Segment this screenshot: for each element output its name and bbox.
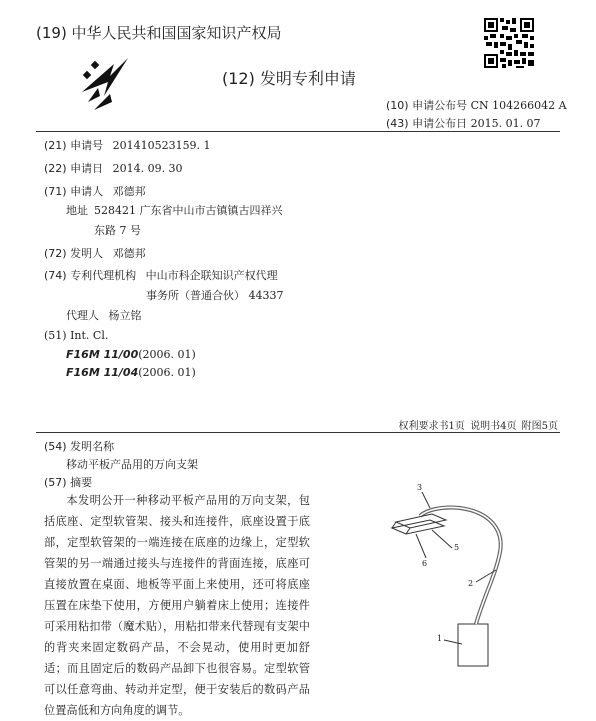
publication-number-value: CN 104266042 A (470, 99, 567, 112)
application-number-label: (21) 申请号 (44, 139, 104, 152)
applicant-value: 邓德邦 (112, 185, 146, 198)
publication-date-value: 2015. 01. 07 (470, 117, 541, 130)
document-type: (12) 发明专利申请 (222, 69, 356, 88)
figure-label-5: 5 (454, 543, 460, 552)
figure-label-1: 1 (437, 634, 443, 643)
ipc-code-2: F16M 11/04 (66, 366, 139, 379)
invention-title: 移动平板产品用的万向支架 (66, 458, 198, 471)
leader-line-5 (432, 530, 452, 548)
application-number (44, 137, 211, 153)
application-date-label: (22) 申请日 (44, 162, 104, 175)
patent-agency-label: (74) 专利代理机构 (44, 269, 137, 282)
agent-label: 代理人 (66, 309, 99, 322)
agent (66, 307, 142, 323)
address-line-2: 东路 7 号 (94, 224, 141, 237)
qr-code-icon (484, 18, 534, 68)
ipc-entry-1 (66, 348, 196, 361)
applicant (44, 183, 146, 199)
publication-date-label: (43) 申请公布日 (386, 117, 468, 130)
ipc-classification-label: (51) Int. Cl. (44, 329, 109, 342)
applicant-label: (71) 申请人 (44, 185, 104, 198)
title-label: (54) 发明名称 (44, 440, 115, 453)
inventor-label: (72) 发明人 (44, 247, 104, 260)
inventor-value: 邓德邦 (112, 247, 146, 260)
gooseneck-hose (420, 507, 501, 624)
ipc-version-2: (2006. 01) (138, 366, 196, 379)
abstract-drawing (372, 478, 562, 674)
figure-label-3: 3 (417, 483, 423, 492)
leader-line-3 (422, 492, 430, 508)
agent-value: 杨立铭 (108, 309, 142, 322)
leader-line-6 (416, 534, 426, 558)
publication-number-label: (10) 申请公布号 (386, 99, 468, 112)
leader-line-1 (444, 640, 462, 644)
application-number-value: 201410523159. 1 (112, 139, 211, 152)
application-date (44, 160, 183, 176)
address-label: 地址 (66, 204, 88, 217)
ipc-version-1: (2006. 01) (138, 348, 196, 361)
ipc-code-1: F16M 11/00 (66, 348, 139, 361)
bib-divider (36, 432, 560, 433)
publication-date (386, 115, 541, 131)
page-count-summary: 权利要求书1页 说明书4页 附图5页 (398, 421, 558, 432)
inventor (44, 245, 146, 261)
address-line-1: 528421 广东省中山市古镇镇古四祥兴 (94, 204, 283, 217)
ipc-entry-2 (66, 366, 196, 379)
patent-agency (44, 267, 278, 283)
office-name: (19) 中华人民共和国国家知识产权局 (36, 24, 282, 42)
office-emblem-icon (74, 44, 134, 114)
abstract-label: (57) 摘要 (44, 476, 93, 489)
figure-label-6: 6 (422, 559, 428, 568)
publication-number (386, 97, 567, 113)
header-divider (36, 131, 560, 132)
base-block (458, 624, 488, 666)
abstract-text (44, 490, 310, 721)
patent-agency-line-1: 中山市科企联知识产权代理 (145, 269, 278, 282)
application-date-value: 2014. 09. 30 (112, 162, 183, 175)
patent-agency-line-2: 事务所（普通合伙） 44337 (146, 289, 284, 302)
abstract-paragraph: 本发明公开一种移动平板产品用的万向支架，包括底座、定型软管架、接头和连接件，底座设置于底部，定型软管架的一端连接在底座的边缘上，定型软管架的另一端通过接头与连接件的背面连接，底座可直接放置在桌面、地板等平面上来使用，还可将底座压置在床垫下使用，方便用户躺着床上使用；连接件可采用粘扣带（魔术贴），用粘扣带来代替现有支架中的背夹来固定数码产品，不会晃动，使用时更加舒适；而且固定后的数码产品卸下也很容易。定型软管可以任意弯曲、转动并定型，便于安装后的数码产品位置高低和方向角度的调节。 (44, 494, 310, 717)
figure-label-2: 2 (468, 579, 474, 588)
